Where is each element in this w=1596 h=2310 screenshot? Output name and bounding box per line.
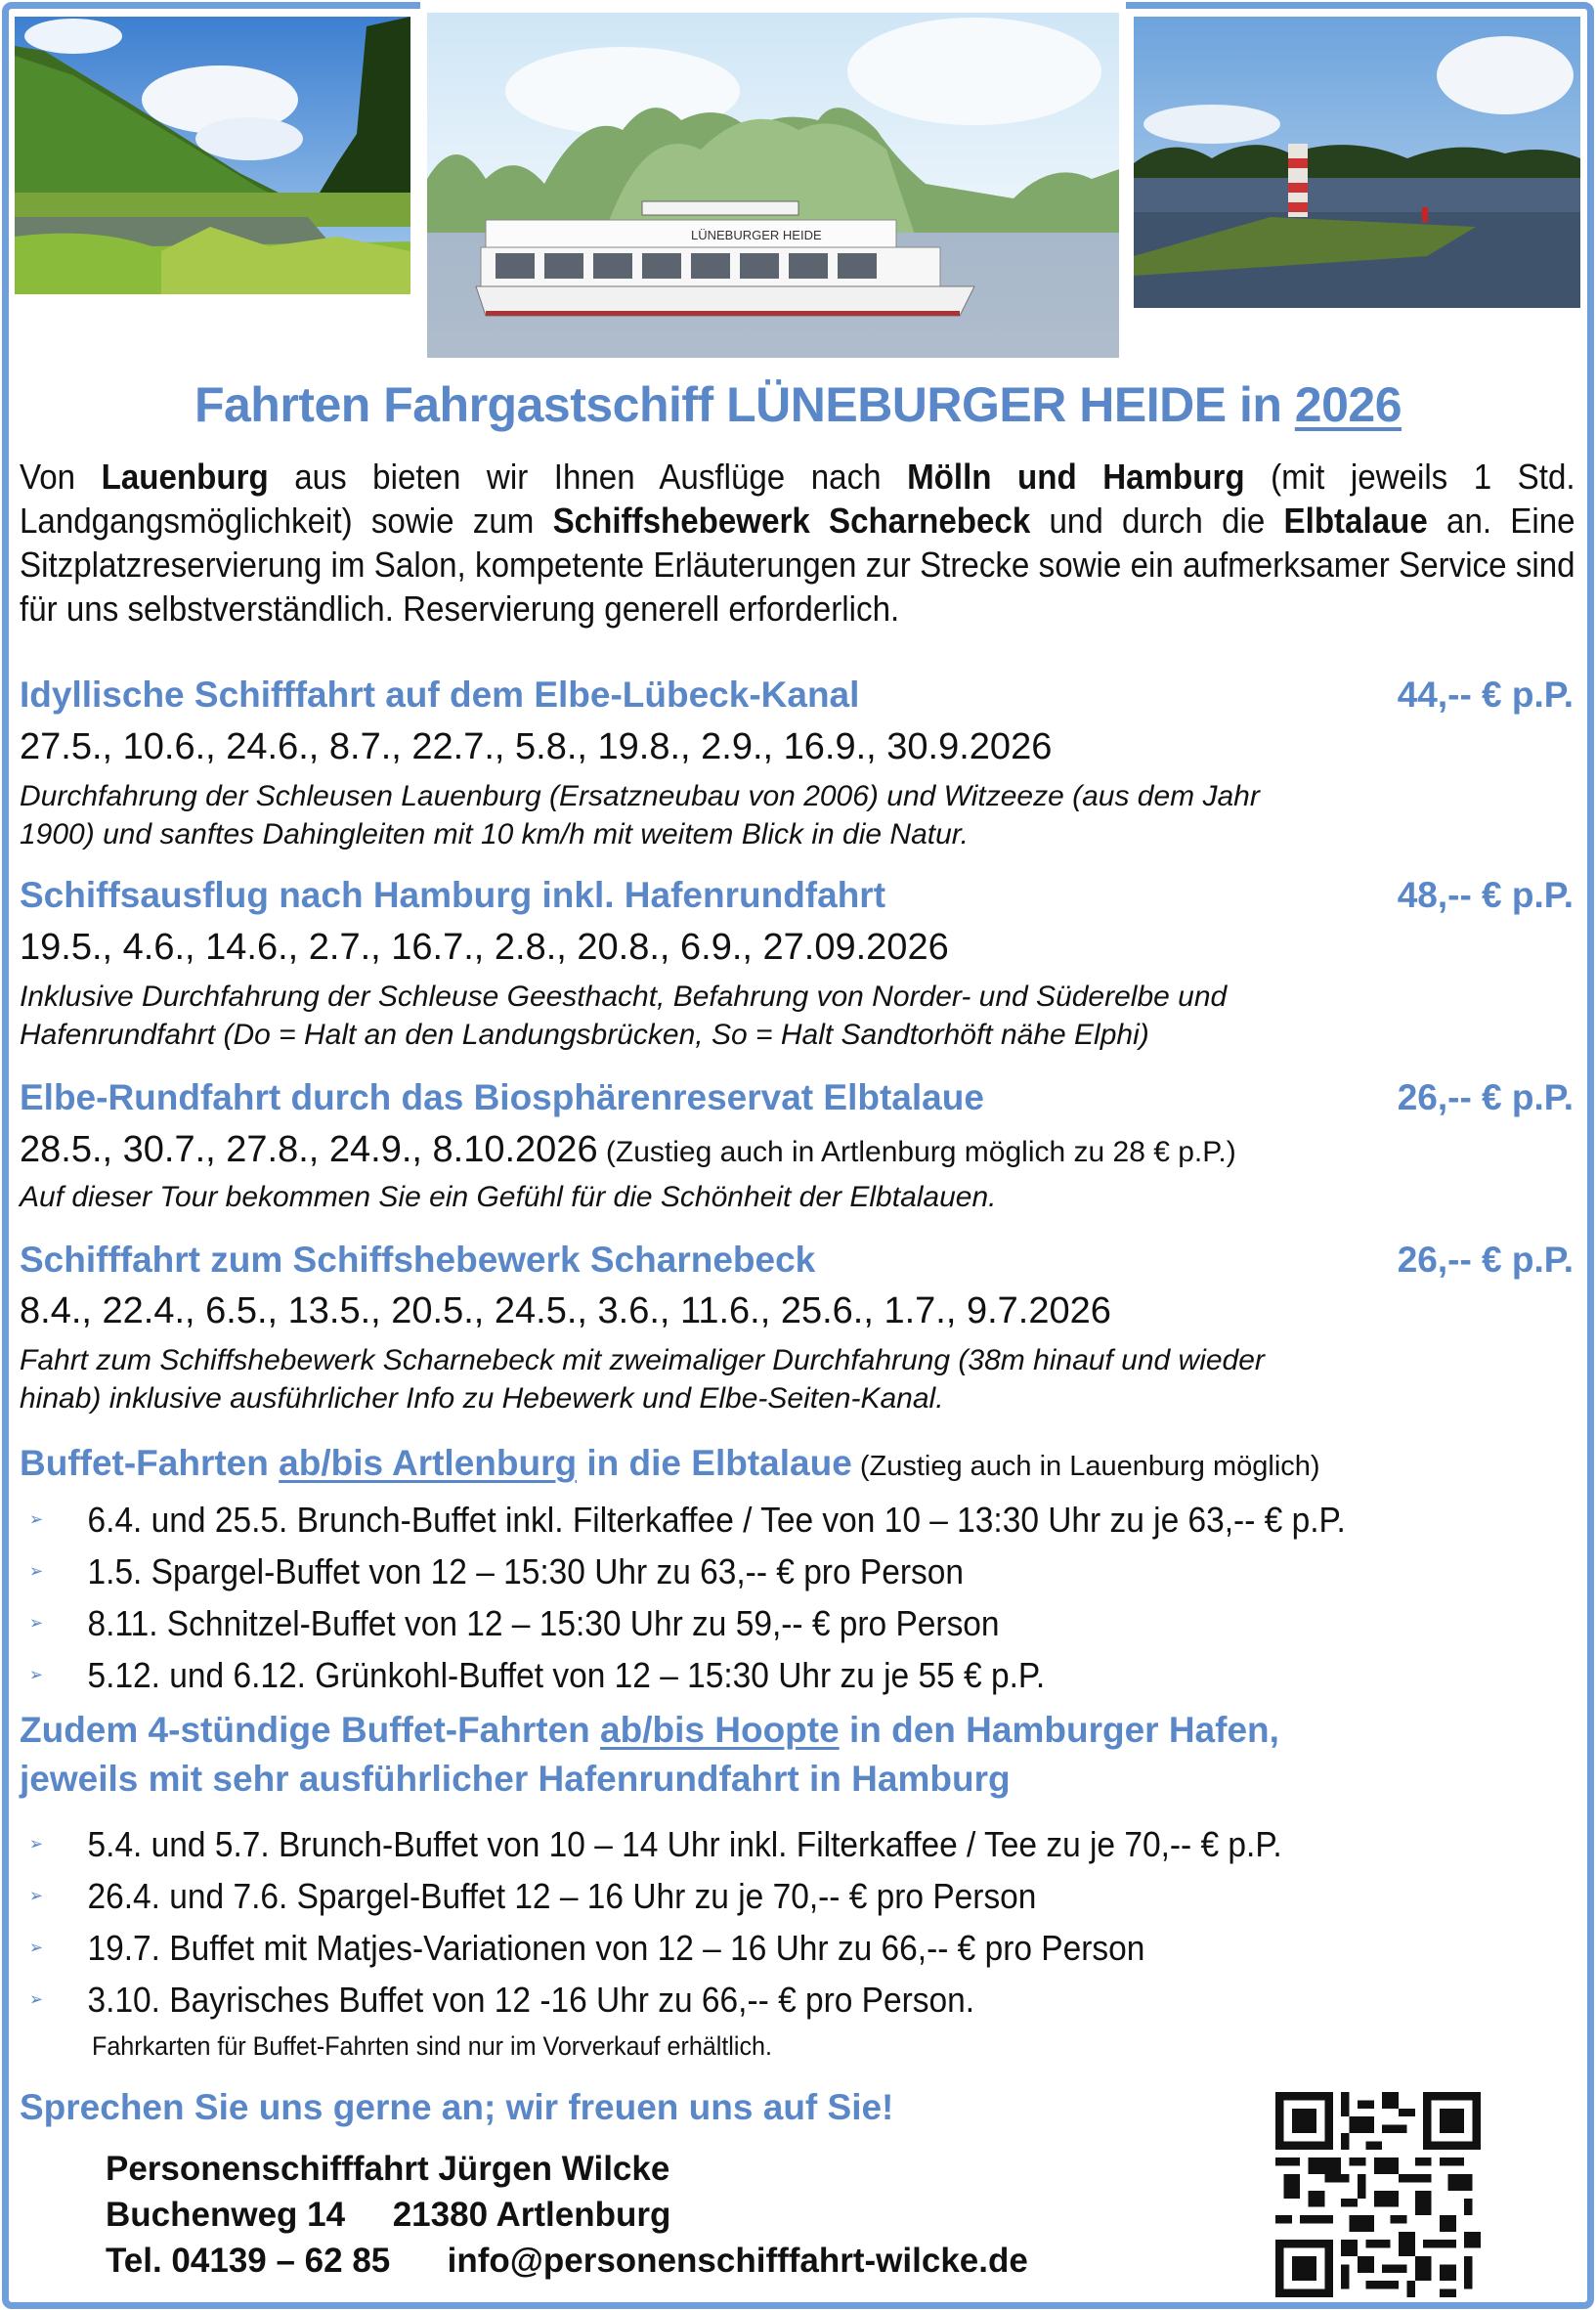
trip-heading [20, 1240, 1574, 1281]
trip-description: Fahrt zum Schiffshebewerk Scharnebeck mit zweimaliger Durchfahrung (38m hinauf und wieder hinab) inklusive ausführlicher Info zu Hebewerk und Elbe-Seiten-Kanal. [20, 1344, 1265, 1415]
trip-heading [20, 675, 1574, 716]
trip-dates: 8.4., 22.4., 6.5., 13.5., 20.5., 24.5., 3.6., 11.6., 25.6., 1.7., 9.7.2026 [20, 1290, 1111, 1331]
trip-price: 44,-- € p.P. [1397, 675, 1574, 715]
arrow-bullet-icon: ➢ [29, 1988, 44, 2009]
arrow-bullet-icon: ➢ [29, 1937, 44, 1957]
trip-heading [20, 1077, 1574, 1118]
trip-dates: 27.5., 10.6., 24.6., 8.7., 22.7., 5.8., 19.8., 2.9., 16.9., 30.9.2026 [20, 726, 1053, 767]
page-title [0, 376, 1596, 433]
company-name: Personenschifffahrt Jürgen Wilcke [106, 2150, 670, 2188]
intro-paragraph: Von Lauenburg aus bieten wir Ihnen Ausflüge nach Mölln und Hamburg (mit jeweils 1 Std. Landgangsmöglichkeit) sowie zum Schiffshebewerk Scharnebeck und durch die Elbtalaue an. Eine Sitzplatzreservierung im Salon, kompetente Erläuterungen zur Strecke sowie ein aufmerksamer Service sind für uns selbstverständlich. Reservierung generell erforderlich. [20, 457, 1575, 629]
arrow-bullet-icon: ➢ [29, 1664, 44, 1684]
list-item: ➢ 5.12. und 6.12. Grünkohl-Buffet von 12 – 15:30 Uhr zu je 55 € p.P. [29, 1646, 1346, 1698]
arrow-bullet-icon: ➢ [29, 1612, 44, 1633]
trip-title: Elbe-Rundfahrt durch das Biosphärenreservat Elbtalaue [20, 1077, 984, 1117]
trip-description: Durchfahrung der Schleusen Lauenburg (Ersatzneubau von 2006) und Witzeeze (aus dem Jahr 1900) und sanftes Dahingleiten mit 10 km/h mit weitem Blick in die Natur. [20, 780, 1260, 850]
trip-title: Idyllische Schifffahrt auf dem Elbe-Lübeck-Kanal [20, 675, 860, 715]
arrow-bullet-icon: ➢ [29, 1833, 44, 1853]
trip-note: (Zustieg auch in Artlenburg möglich zu 28 € p.P.) [597, 1136, 1236, 1168]
trip-price: 26,-- € p.P. [1397, 1077, 1574, 1117]
arrow-bullet-icon: ➢ [29, 1885, 44, 1905]
presale-note: Fahrkarten für Buffet-Fahrten sind nur im Vorverkauf erhältlich. [92, 2031, 772, 2061]
email-link[interactable]: info@personenschifffahrt-wilcke.de [447, 2242, 1028, 2280]
lighthouse-photo [1134, 17, 1580, 308]
arrow-bullet-icon: ➢ [29, 1508, 44, 1529]
canal-landscape-photo [15, 17, 410, 294]
svg-text:LÜNEBURGER HEIDE: LÜNEBURGER HEIDE [691, 228, 822, 242]
trip-heading [20, 875, 1574, 916]
city: 21380 Artlenburg [392, 2196, 671, 2234]
phone: Tel. 04139 – 62 85 [106, 2242, 391, 2280]
buffet-hoopte-heading: Zudem 4-stündige Buffet-Fahrten ab/bis Hoopte in den Hamburger Hafen, jeweils mit sehr ausführlicher Hafenrundfahrt in Hamburg [20, 1710, 1279, 1799]
buffet-artlenburg-list [29, 1491, 1445, 1698]
arrow-bullet-icon: ➢ [29, 1560, 44, 1581]
trip-title: Schifffahrt zum Schiffshebewerk Scharnebeck [20, 1240, 816, 1280]
list-item: ➢ 26.4. und 7.6. Spargel-Buffet 12 – 16 Uhr zu je 70,-- € pro Person [29, 1867, 1282, 1919]
trip-description: Auf dieser Tour bekommen Sie ein Gefühl für die Schönheit der Elbtalauen. [20, 1181, 997, 1213]
list-item: ➢ 5.4. und 5.7. Brunch-Buffet von 10 – 14 Uhr inkl. Filterkaffee / Tee zu je 70,-- € p.P. [29, 1815, 1282, 1867]
buffet-hoopte-list [29, 1815, 1376, 2023]
border-gap [420, 0, 1126, 12]
contact-block [106, 2146, 1028, 2284]
title-prefix: Fahrten Fahrgastschiff LÜNEBURGER HEIDE in [194, 377, 1295, 432]
trip-dates: 19.5., 4.6., 14.6., 2.7., 16.7., 2.8., 20.8., 6.9., 27.09.2026 [20, 927, 949, 968]
closing-line: Sprechen Sie uns gerne an; wir freuen uns auf Sie! [20, 2087, 894, 2127]
trip-price: 48,-- € p.P. [1397, 875, 1574, 915]
trip-dates: 28.5., 30.7., 27.8., 24.9., 8.10.2026 (Zustieg auch in Artlenburg möglich zu 28 € p.P.) [20, 1129, 1236, 1170]
street: Buchenweg 14 [106, 2196, 346, 2234]
qr-code[interactable] [1275, 2092, 1481, 2297]
title-year: 2026 [1294, 377, 1402, 432]
list-item: ➢ 19.7. Buffet mit Matjes-Variationen von 12 – 16 Uhr zu 66,-- € pro Person [29, 1919, 1282, 1971]
trip-price: 26,-- € p.P. [1397, 1240, 1574, 1280]
list-item: ➢ 3.10. Bayrisches Buffet von 12 -16 Uhr zu 66,-- € pro Person. [29, 1971, 1282, 2023]
list-item: ➢ 6.4. und 25.5. Brunch-Buffet inkl. Filterkaffee / Tee von 10 – 13:30 Uhr zu je 63,-- € p.P. [29, 1491, 1346, 1543]
buffet-artlenburg-heading: Buffet-Fahrten ab/bis Artlenburg in die Elbtalaue (Zustieg auch in Lauenburg möglich) [20, 1443, 1320, 1483]
list-item: ➢ 1.5. Spargel-Buffet von 12 – 15:30 Uhr zu 63,-- € pro Person [29, 1543, 1346, 1594]
list-item: ➢ 8.11. Schnitzel-Buffet von 12 – 15:30 Uhr zu 59,-- € pro Person [29, 1594, 1346, 1646]
trip-description: Inklusive Durchfahrung der Schleuse Geesthacht, Befahrung von Norder- und Süderelbe und Hafenrundfahrt (Do = Halt an den Landungsbrücken, So = Halt Sandtorhöft nähe Elphi) [20, 981, 1228, 1051]
trip-title: Schiffsausflug nach Hamburg inkl. Hafenrundfahrt [20, 875, 886, 915]
ship-photo [427, 13, 1119, 358]
